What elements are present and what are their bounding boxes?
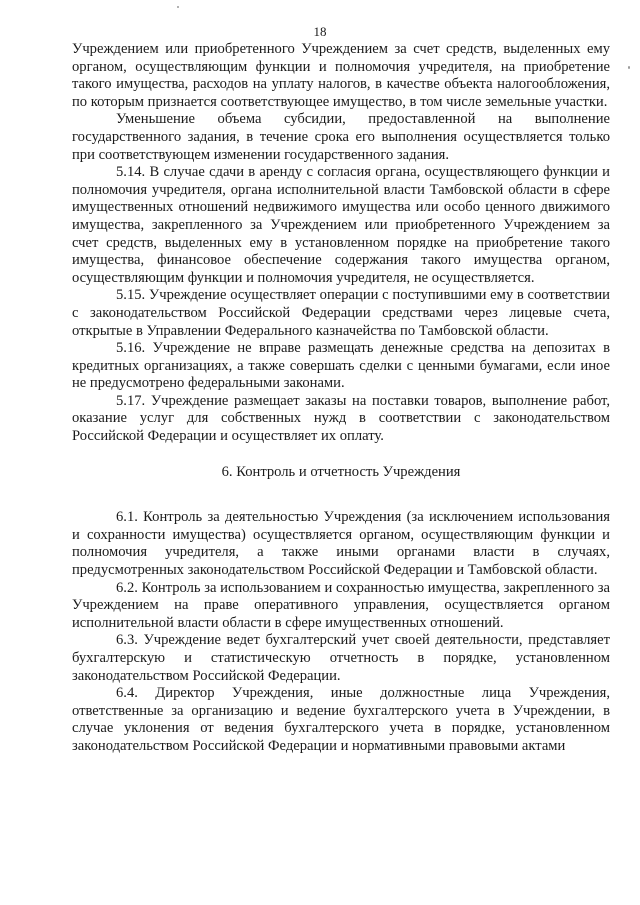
paragraph-5-15: 5.15. Учреждение осуществляет операции с поступившими ему в соответствии с законодательством Российской Федерации средствами через лицевые счета, открытые в Управлении Федерального казначейства по Тамбовской области. [72, 287, 610, 339]
paragraphs-before-heading [72, 41, 610, 446]
paragraph-6-1: 6.1. Контроль за деятельностью Учреждения (за исключением использования и сохранности имущества) осуществляется органом, осуществляющим функции и полномочия учредителя, а также иными органами власти в случаях, предусмотренных законодательством Российской Федерации и Тамбовской области. [72, 509, 610, 579]
paragraph-5-17: 5.17. Учреждение размещает заказы на поставки товаров, выполнение работ, оказание услуг для собственных нужд в соответствии с законодательством Российской Федерации и осуществляет их оплату. [72, 392, 610, 445]
section-heading: 6. Контроль и отчетность Учреждения [221, 463, 461, 480]
paragraphs-after-heading [72, 509, 610, 755]
paragraph-6-4: 6.4. Директор Учреждения, иные должностные лица Учреждения, ответственные за организацию и ведение бухгалтерского учета в Учреждении, в случае уклонения от ведения бухгалтерского учета в порядке, установленном законодательством Российской Федерации и нормативными правовыми актами [72, 685, 610, 754]
paragraph: Уменьшение объема субсидии, предоставленной на выполнение государственного задания, в течение срока его выполнения осуществляется только при соответствующем изменении государственного задания. [72, 111, 610, 163]
paragraph-6-2: 6.2. Контроль за использованием и сохранностью имущества, закрепленного за Учреждением на праве оперативного управления, осуществляется органом исполнительной власти области в сфере имущественных отношений. [72, 579, 610, 631]
paragraph: Учреждением или приобретенного Учреждением за счет средств, выделенных ему органом, осуществляющим функции и полномочия учредителя, на приобретение такого имущества, расходов на уплату налогов, в качестве объекта налогообложения, по которым признается соответствующее имущество, в том числе земельные участки. [72, 41, 610, 110]
paragraph-6-3: 6.3. Учреждение ведет бухгалтерский учет своей деятельности, представляет бухгалтерскую и статистическую отчетность в порядке, установленном законодательством Российской Федерации. [72, 632, 610, 684]
page-number: 18 [313, 24, 327, 39]
scan-speck [628, 66, 630, 69]
paragraph-5-14: 5.14. В случае сдачи в аренду с согласия органа, осуществляющего функции и полномочия учредителя, органа исполнительной власти Тамбовской области в сфере имущественных отношений недвижимого имущества или особо ценного движимого имущества, закрепленного за Учреждением или приобретенного Учреждением за счет средств, выделенных ему в установленном порядке на приобретение такого имущества, финансовое обеспечение содержания такого имущества органом, осуществляющим функции и полномочия учредителя, не осуществляется. [72, 164, 610, 286]
paragraph-5-16: 5.16. Учреждение не вправе размещать денежные средства на депозитах в кредитных организациях, а также совершать сделки с ценными бумагами, если иное не предусмотрено федеральными законами. [72, 340, 610, 392]
document-body [72, 41, 610, 756]
scan-speck [177, 6, 179, 8]
